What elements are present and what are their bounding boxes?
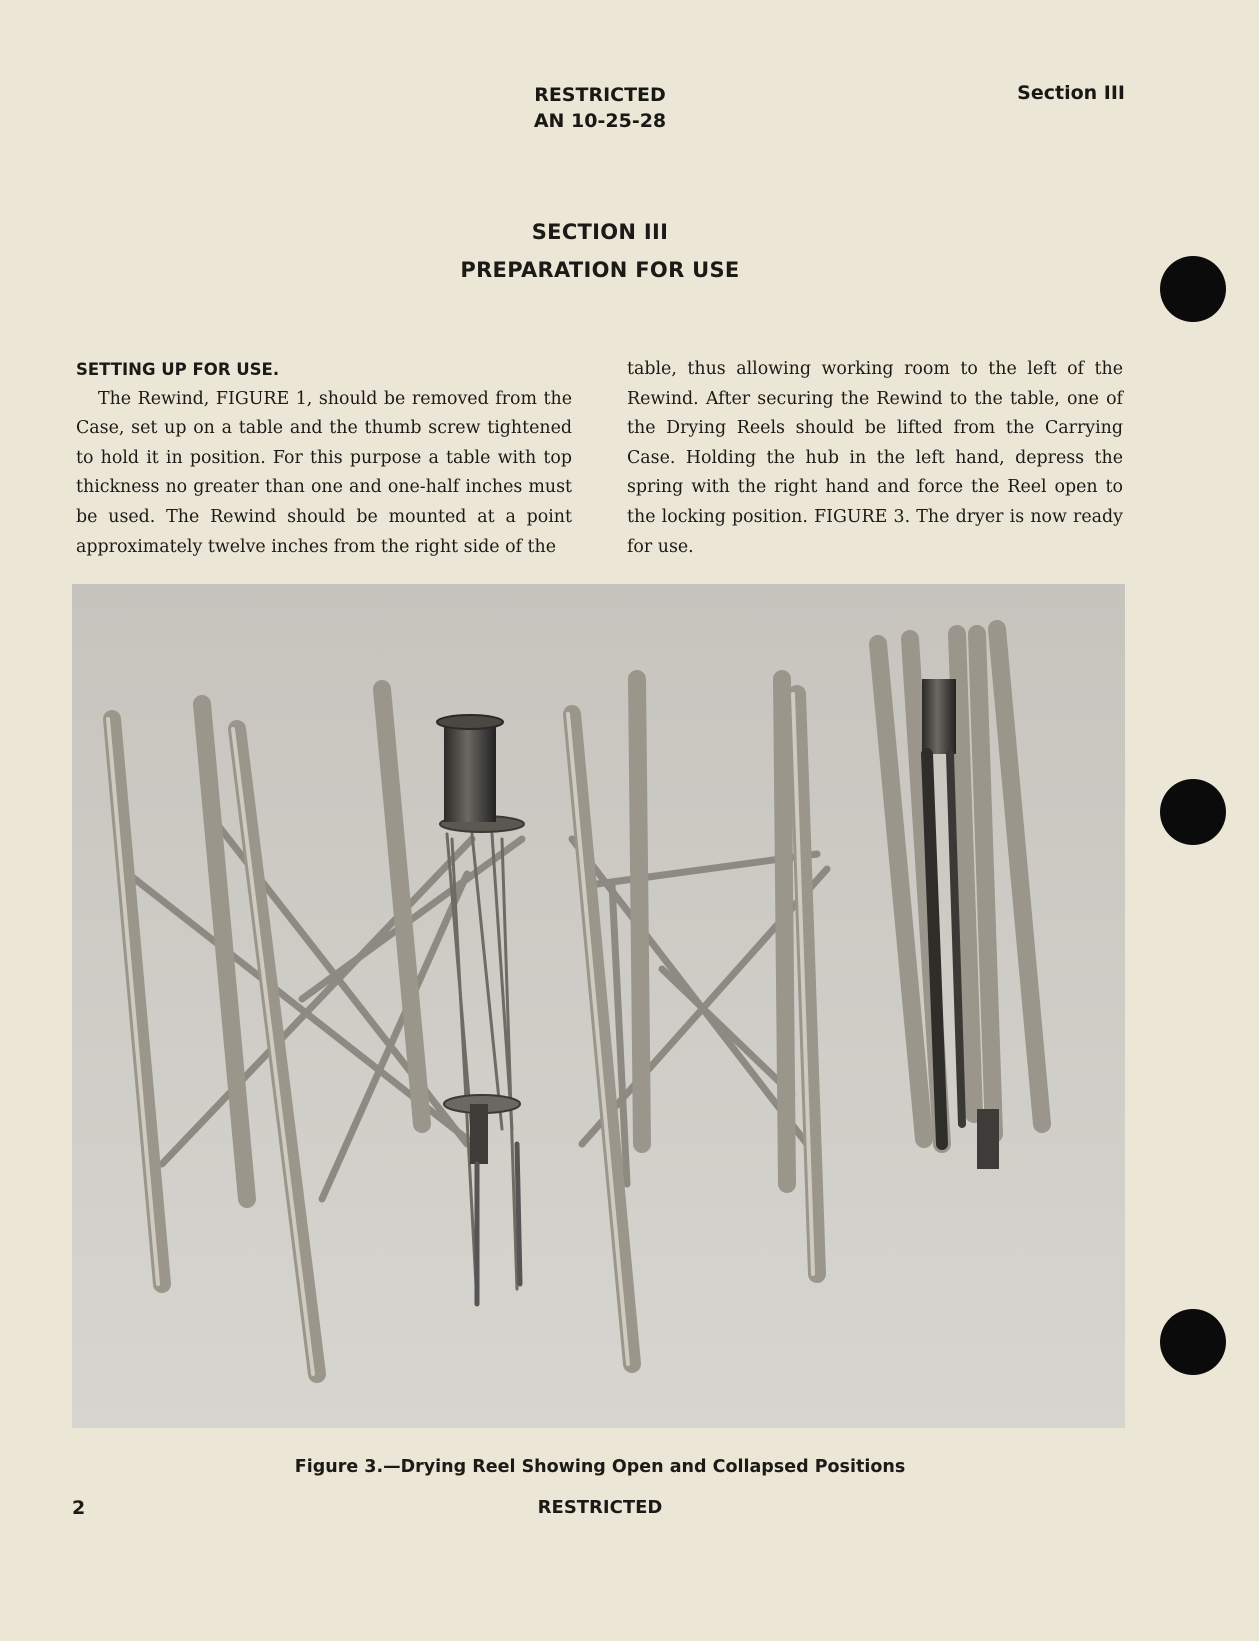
footer-classification: RESTRICTED bbox=[537, 1497, 663, 1518]
figure-photo bbox=[72, 584, 1125, 1428]
header-classification: RESTRICTED bbox=[534, 84, 666, 106]
section-subtitle: PREPARATION FOR USE bbox=[460, 258, 740, 282]
header-doc-number: AN 10-25-28 bbox=[533, 110, 667, 132]
drying-reel-illustration bbox=[72, 584, 1125, 1428]
binder-hole-middle bbox=[1160, 779, 1226, 845]
binder-hole-top bbox=[1160, 256, 1226, 322]
subheading: SETTING UP FOR USE. bbox=[76, 360, 280, 379]
paragraph-right: table, thus allowing working room to the left of the Rewind. After securing the Rewind to the table, one of the Drying Reels should be lifted from the Carrying Case. Holding the hub in the left hand, depress the spring with the right hand and force the Reel open to the locking position. FIGURE 3. The dryer is now ready for use. bbox=[627, 359, 1123, 557]
header-section-label: Section III bbox=[1017, 82, 1125, 104]
paragraph-left: The Rewind, FIGURE 1, should be removed from the Case, set up on a table and the thumb screw tightened to hold it in position. For this purpose a table with top thickness no greater than one and one-half inches must be used. The Rewind should be mounted at a point approximately twelve inches from the right side of the bbox=[76, 388, 572, 557]
page-number: 2 bbox=[72, 1497, 86, 1519]
section-title: SECTION III bbox=[531, 220, 669, 244]
header-block bbox=[500, 82, 700, 134]
text-column-left bbox=[76, 355, 572, 562]
text-column-right bbox=[627, 355, 1123, 562]
binder-hole-bottom bbox=[1160, 1309, 1226, 1375]
figure-caption: Figure 3.—Drying Reel Showing Open and Collapsed Positions bbox=[294, 1457, 906, 1477]
